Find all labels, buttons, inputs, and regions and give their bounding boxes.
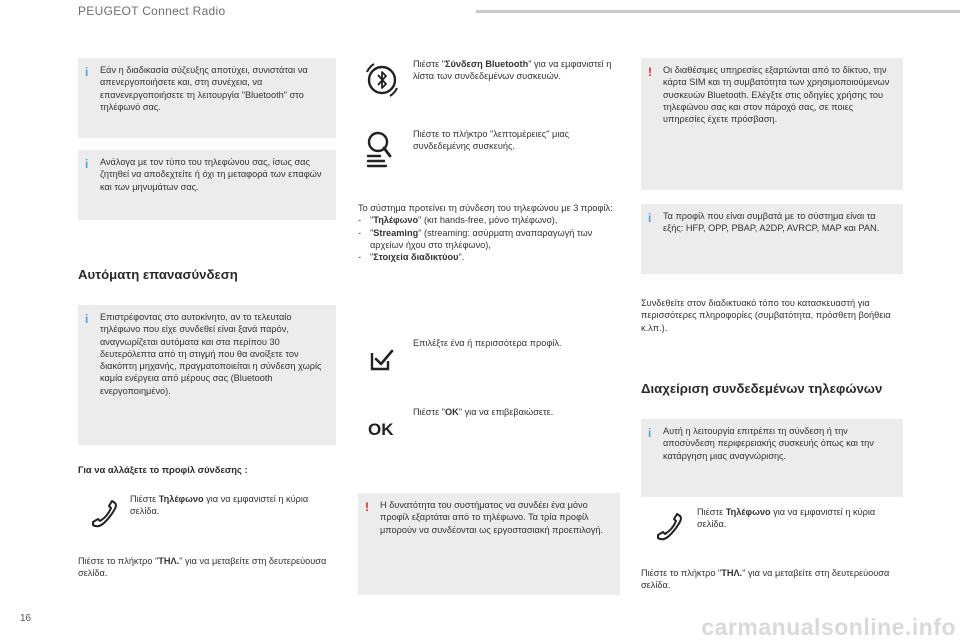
header-rule — [476, 10, 960, 13]
step-select-profiles: Επιλέξτε ένα ή περισσότερα προφίλ. — [413, 338, 562, 348]
note-text: Οι διαθέσιμες υπηρεσίες εξαρτώνται από το δίκτυο, την κάρτα SIM και τη συμβατότητα των χρησιμοποιούμενων συσκευών Bluetooth. Ελέγξτε στις οδηγίες χρήσης του τηλεφώνου σας και στον πάροχό σας, σε ποιες υπηρεσίες έχετε πρόσβαση. — [663, 65, 890, 125]
profile-desc: " (streaming: ασύρματη αναπαραγωγή των αρχείων ήχου στο τηλέφωνο), — [370, 227, 593, 250]
quote: " — [370, 215, 374, 226]
profiles-intro — [358, 202, 620, 263]
note-text: Η δυνατότητα του συστήματος να συνδέει ένα μόνο προφίλ εξαρτάται από το τηλέφωνο. Τα τρία προφίλ μπορούν να συνδέονται ως εργοστασιακή προεπιλογή. — [380, 500, 604, 535]
checkbox-checked-icon — [366, 343, 398, 375]
section-heading-auto-reconnect: Αυτόματη επανασύνδεση — [78, 267, 238, 282]
step-press-ok — [413, 406, 618, 418]
phone-handset-icon — [650, 508, 690, 548]
note-text: Αυτή η λειτουργία επιτρέπει τη σύνδεση ή την αποσύνδεση περιφερειακής συσκευής όπως και την κατάργηση μιας αναγνώρισης. — [663, 426, 874, 461]
step-text-post: για να εμφανιστεί η κύρια σελίδα. — [697, 507, 876, 530]
quote: " — [370, 227, 374, 238]
step-text-post: " για να μεταβείτε στη δευτερεύουσα σελίδα. — [641, 568, 890, 591]
profile-name: Στοιχεία διαδικτύου — [373, 252, 459, 263]
profiles-list — [358, 214, 620, 263]
ok-button-glyph: OK — [368, 420, 394, 439]
info-icon: i — [85, 312, 89, 326]
step-keyword: ΤΗΛ. — [158, 556, 180, 566]
bluetooth-icon — [362, 60, 402, 100]
profile-item-internet — [358, 251, 620, 263]
step-text-pre: Πιέστε το πλήκτρο " — [641, 568, 722, 578]
profile-desc: ". — [458, 252, 465, 263]
step-keyword: ΤΗΛ. — [721, 568, 743, 578]
profile-item-phone — [358, 214, 620, 226]
info-note-compatible-profiles — [641, 204, 903, 274]
warning-icon: ! — [648, 65, 652, 79]
quote: " — [370, 252, 374, 263]
note-text: Ανάλογα με τον τύπο του τηλεφώνου σας, ίσως σας ζητηθεί να αποδεχτείτε ή όχι τη μεταφορά των επαφών και των μηνυμάτων σας. — [100, 157, 322, 192]
step-keyword: Τηλέφωνο — [158, 494, 204, 504]
info-note-manage-function — [641, 419, 903, 497]
step-text-post: " για να μεταβείτε στη δευτερεύουσα σελίδα. — [78, 556, 327, 579]
profile-name: Τηλέφωνο — [373, 215, 419, 226]
info-icon: i — [85, 65, 89, 79]
details-magnifier-icon — [362, 128, 402, 168]
warning-note-single-profile — [358, 493, 620, 595]
info-note-pairing-failed — [78, 58, 336, 138]
phone-handset-icon — [85, 495, 125, 535]
watermark: carmanualsonline.info — [701, 614, 956, 640]
subheading-change-profile: Για να αλλάξετε το προφίλ σύνδεσης : — [78, 464, 248, 475]
step-text-post: " για να επιβεβαιώσετε. — [458, 407, 554, 417]
info-icon: i — [648, 426, 652, 440]
note-text: Τα προφίλ που είναι συμβατά με το σύστημα είναι τα εξής: HFP, OPP, PBAP, A2DP, AVRCP, MAP και PAN. — [663, 211, 880, 234]
warning-icon: ! — [365, 500, 369, 514]
step-press-tel — [78, 555, 336, 580]
step-keyword: Τηλέφωνο — [725, 507, 771, 517]
info-icon: i — [648, 211, 652, 225]
manufacturer-website-paragraph: Συνδεθείτε στον διαδικτυακό τόπο του κατασκευαστή για περισσότερες πληροφορίες (συμβατότητα, πρόσθετη βοήθεια κ.λπ.). — [641, 298, 891, 333]
profiles-intro-text: Το σύστημα προτείνει τη σύνδεση του τηλεφώνου με 3 προφίλ: — [358, 203, 613, 213]
info-note-contacts-transfer — [78, 150, 336, 220]
step-keyword: OK — [444, 407, 459, 417]
profile-desc: " (κιτ hands-free, μόνο τηλέφωνο), — [418, 215, 558, 226]
info-icon: i — [85, 157, 89, 171]
step-press-tel — [641, 567, 903, 592]
note-text: Εάν η διαδικασία σύζευξης αποτύχει, συνιστάται να απενεργοποιήσετε και, στη συνέχεια, να επανενεργοποιήσετε τη λειτουργία "Bluetooth" στο τηλέφωνό σας. — [100, 65, 308, 112]
step-text-post: " για να εμφανιστεί η λίστα των συνδεδεμένων συσκευών. — [413, 59, 612, 82]
note-text: Επιστρέφοντας στο αυτοκίνητο, αν το τελευταίο τηλέφωνο που είχε συνδεθεί είναι ξανά παρόν, αναγνωρίζεται αυτόματα και στα περίπου 30 δευτερόλεπτα από τη στιγμή που θα ανοίξετε τον διακόπτη μηχανής, πραγματοποιείται η σύνδεση χωρίς καμία ενέργεια από μέρους σας (Bluetooth ενεργοποιημένο). — [100, 312, 322, 396]
profile-item-streaming — [358, 227, 620, 252]
step-press-details: Πιέστε το πλήκτρο "λεπτομέρειες" μιας συνδεδεμένης συσκευής. — [413, 129, 570, 152]
step-text-pre: Πιέστε — [697, 507, 726, 517]
step-text-pre: Πιέστε " — [413, 59, 445, 69]
info-note-auto-reconnect — [78, 305, 336, 445]
running-header-title: PEUGEOT Connect Radio — [78, 4, 226, 18]
step-press-phone — [697, 506, 903, 531]
profile-name: Streaming — [373, 227, 419, 238]
step-keyword: Σύνδεση Bluetooth — [444, 59, 529, 69]
step-press-bluetooth-connection — [413, 58, 618, 83]
step-text-pre: Πιέστε το πλήκτρο " — [78, 556, 159, 566]
step-press-phone — [130, 493, 336, 518]
warning-note-services — [641, 58, 903, 190]
step-text-pre: Πιέστε " — [413, 407, 445, 417]
step-text-pre: Πιέστε — [130, 494, 159, 504]
step-text-post: για να εμφανιστεί η κύρια σελίδα. — [130, 494, 309, 517]
page-number: 16 — [20, 613, 32, 624]
section-heading-manage-phones: Διαχείριση συνδεδεμένων τηλεφώνων — [641, 381, 883, 396]
